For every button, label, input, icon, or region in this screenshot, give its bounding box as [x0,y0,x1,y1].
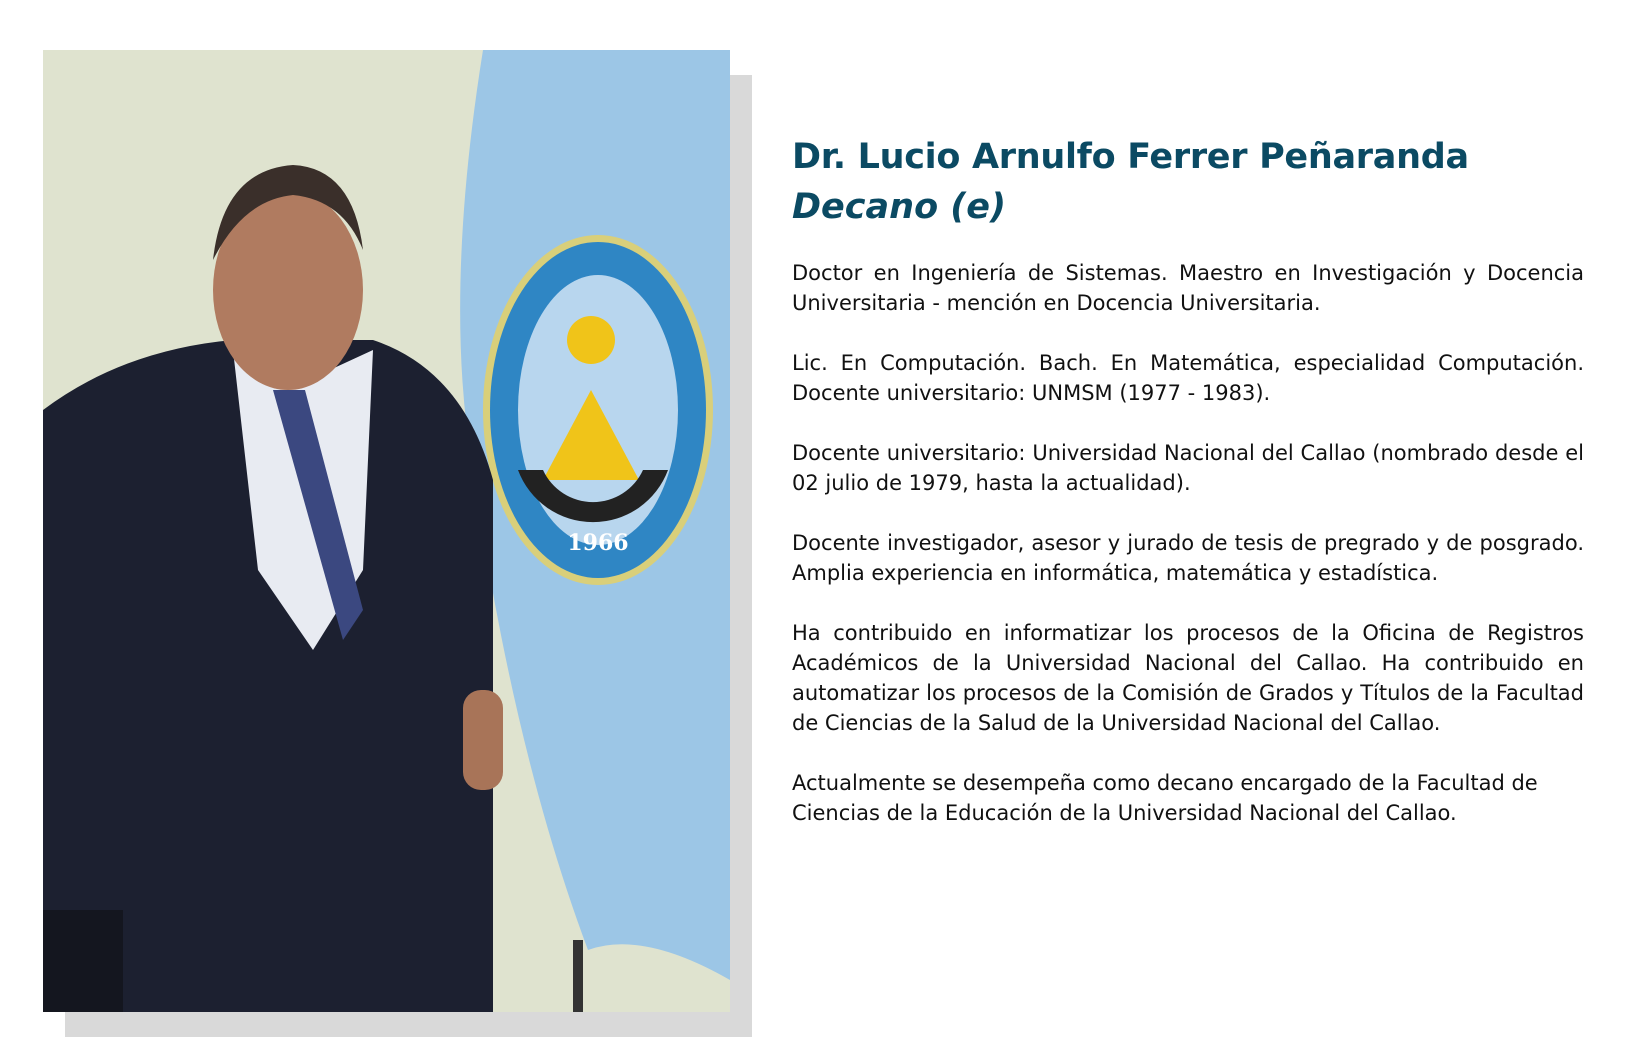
person-role: Decano (e) [792,187,1007,227]
bio-paragraph: Lic. En Computación. Bach. En Matemática, especialidad Computación. Docente universitario: UNMSM (1977 - 1983). [792,351,1584,405]
university-seal [483,235,713,585]
bio-paragraph: Docente investigador, asesor y jurado de tesis de pregrado y de posgrado. Amplia experiencia en informática, matemática y estadística. [792,531,1584,585]
portrait-photo [43,50,730,1012]
bio-paragraph: Doctor en Ingeniería de Sistemas. Maestro en Investigación y Docencia Universitaria - mención en Docencia Universitaria. [792,261,1584,315]
bio-paragraph: Ha contribuido en informatizar los procesos de la Oficina de Registros Académicos de la Universidad Nacional del Callao. Ha contribuido en automatizar los procesos de la Comisión de Grados y Títulos de la Facultad de Ciencias de la Salud de la Universidad Nacional del Callao. [792,621,1584,735]
bio-paragraph: Actualmente se desempeña como decano encargado de la Facultad de Ciencias de la Educación de la Universidad Nacional del Callao. [792,771,1538,825]
bio-paragraph: Docente universitario: Universidad Nacional del Callao (nombrado desde el 02 julio de 1979, hasta la actualidad). [792,441,1584,495]
person-name: Dr. Lucio Arnulfo Ferrer Peñaranda [792,137,1469,177]
svg-text:1966: 1966 [567,530,629,556]
profile-text [792,132,1584,858]
